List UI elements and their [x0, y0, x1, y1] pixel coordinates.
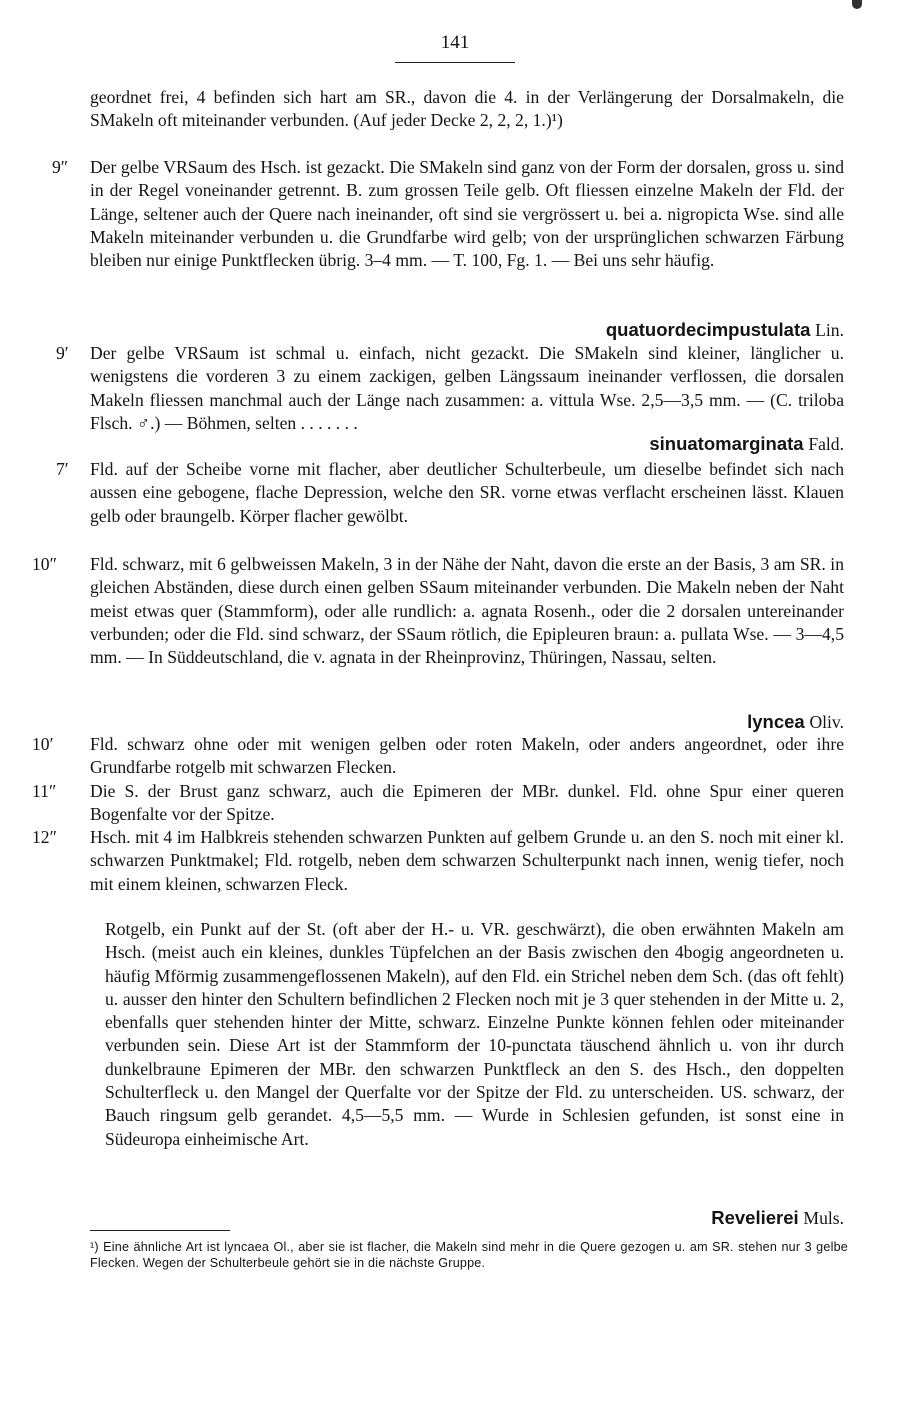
scan-speck — [852, 0, 862, 9]
couplet-number: 10″ — [32, 554, 57, 574]
species-author: Oliv. — [809, 712, 844, 732]
footnote-rule — [90, 1230, 230, 1231]
couplet-number: 12″ — [32, 827, 57, 847]
footnote: ¹) Eine ähnliche Art ist lyncaea Ol., aber sie ist flacher, die Makeln sind mehr in die Quere gezogen u. am SR. stehen nur 3 gelbe Flecken. Wegen der Schulterbeule gehört sie in die nächste Gruppe. — [90, 1240, 848, 1270]
species-description — [105, 918, 844, 1151]
key-entry-10b — [32, 733, 844, 780]
description-text: Rotgelb, ein Punkt auf der St. (oft aber der H.- u. VR. geschwärzt), die oben erwähnten Makeln am Hsch. (meist auch ein kleines, dunkles Tüpfelchen an der Basis zwischen den 4bogig angeordneten u. häufig Mförmig zusammengeflossenen Makeln), auf den Fld. ein Strichel neben dem Sch. (das oft fehlt) u. ausser den hinter den Schultern befindlichen 2 Flecken noch mit je 3 quer stehenden in der Mitte u. 2, ebenfalls quer stehenden hinter der Mitte, schwarz. Einzelne Punkte können fehlen oder miteinander verbunden sein. Diese Art ist der Stammform der 10-punctata täuschend ähnlich u. von ihr durch dunkelbraune Epimeren der MBr. den schwarzen Punktfleck an den S. des Hsch., den doppelten Schulterfleck u. den Mangel der Querfalte vor der Spitze der Fld. zu unterscheiden. US. schwarz, der Bauch ringsum gelb gerandet. 4,5—5,5 mm. — Wurde in Schlesien gefunden, ist sonst eine in Südeuropa einheimische Art. — [105, 919, 844, 1149]
key-entry-7b — [56, 458, 844, 528]
species-author: Fald. — [808, 434, 844, 454]
entry-text: geordnet frei, 4 befinden sich hart am SR., davon die 4. in der Verlängerung der Dorsalmakeln, die SMakeln oft miteinander verbunden. (Auf jeder Decke 2, 2, 2, 1.)¹) — [90, 87, 844, 131]
key-entry-continuation — [90, 86, 844, 133]
key-entry-9a — [52, 156, 844, 272]
species-author: Muls. — [803, 1208, 844, 1228]
couplet-number: 10′ — [32, 734, 54, 754]
entry-text: Der gelbe VRSaum ist schmal u. einfach, nicht gezackt. Die SMakeln sind kleiner, länglicher u. wenigstens die vorderen 3 zu einem zackigen, gelben Längssaum ineinander verflossen, die dorsalen Makeln fliessen manchmal auch der Länge nach zusammen: a. vittula Wse. 2,5—3,5 mm. — (C. triloba Flsch. ♂.) — Böhmen, selten . . . . . . . — [90, 343, 844, 433]
key-entry-9b — [56, 342, 844, 435]
species-name: sinuatomarginata — [649, 433, 804, 454]
entry-text: Fld. auf der Scheibe vorne mit flacher, aber deutlicher Schulterbeule, um dieselbe befindet sich nach aussen eine gebogene, flache Depression, welche den SR. vorne etwas verflacht erscheinen lässt. Klauen gelb oder braungelb. Körper flacher gewölbt. — [90, 459, 844, 526]
couplet-number: 11″ — [32, 781, 57, 801]
page-number-rule — [395, 62, 515, 63]
species-line-revelierei — [90, 1206, 844, 1230]
entry-text: Der gelbe VRSaum des Hsch. ist gezackt. Die SMakeln sind ganz von der Form der dorsalen, gross u. sind in der Regel voneinander getrennt. B. zum grossen Teile gelb. Oft fliessen einzelne Makeln der Fld. der Länge, seltener auch der Quere nach ineinander, oft sind sie vergrössert u. bei a. nigropicta Wse. sind alle Makeln miteinander verbunden u. die Grundfarbe wird gelb; von der ursprünglichen schwarzen Färbung bleiben nur einige Punktflecken übrig. 3–4 mm. — T. 100, Fg. 1. — Bei uns sehr häufig. — [90, 157, 844, 271]
couplet-number: 9′ — [56, 343, 69, 363]
key-entry-10a — [32, 553, 844, 669]
species-name: lyncea — [747, 711, 805, 732]
species-line-sinuatomarginata — [90, 432, 844, 456]
species-name: quatuordecimpustulata — [605, 319, 811, 340]
couplet-number: 9″ — [52, 157, 69, 177]
page-number: 141 — [440, 32, 470, 53]
species-name: Revelierei — [711, 1207, 799, 1228]
species-line-lyncea — [90, 710, 844, 734]
entry-text: Die S. der Brust ganz schwarz, auch die Epimeren der MBr. dunkel. Fld. ohne Spur einer queren Bogenfalte vor der Spitze. — [90, 781, 844, 825]
entry-text: Fld. schwarz, mit 6 gelbweissen Makeln, 3 in der Nähe der Naht, davon die erste an der Basis, 3 am SR. in gleichen Abständen, diese durch einen gelben SSaum miteinander verbunden. Die Makeln neben der Naht meist etwas quer (Stammform), oder alle rundlich: a. agnata Rosenh., oder die 2 dorsalen untereinander verbunden; oder die Fld. sind schwarz, der SSaum rötlich, die Epipleuren braun: a. pullata Wse. — 3—4,5 mm. — In Süddeutschland, die v. agnata in der Rheinprovinz, Thüringen, Nassau, selten. — [90, 554, 844, 668]
species-line-quatuordecimpustulata — [90, 318, 844, 342]
key-entry-12a — [32, 826, 844, 896]
couplet-number: 7′ — [56, 459, 69, 479]
entry-text: Hsch. mit 4 im Halbkreis stehenden schwarzen Punkten auf gelbem Grunde u. an den S. noch mit einer kl. schwarzen Punktmakel; Fld. rotgelb, neben dem schwarzen Schulterpunkt nach innen, wenig tiefer, noch mit einem kleinen, schwarzen Fleck. — [90, 827, 844, 894]
entry-text: Fld. schwarz ohne oder mit wenigen gelben oder roten Makeln, oder anders angeordnet, oder ihre Grundfarbe rotgelb mit schwarzen Flecken. — [90, 734, 844, 778]
species-author: Lin. — [815, 320, 844, 340]
key-entry-11a — [32, 780, 844, 827]
